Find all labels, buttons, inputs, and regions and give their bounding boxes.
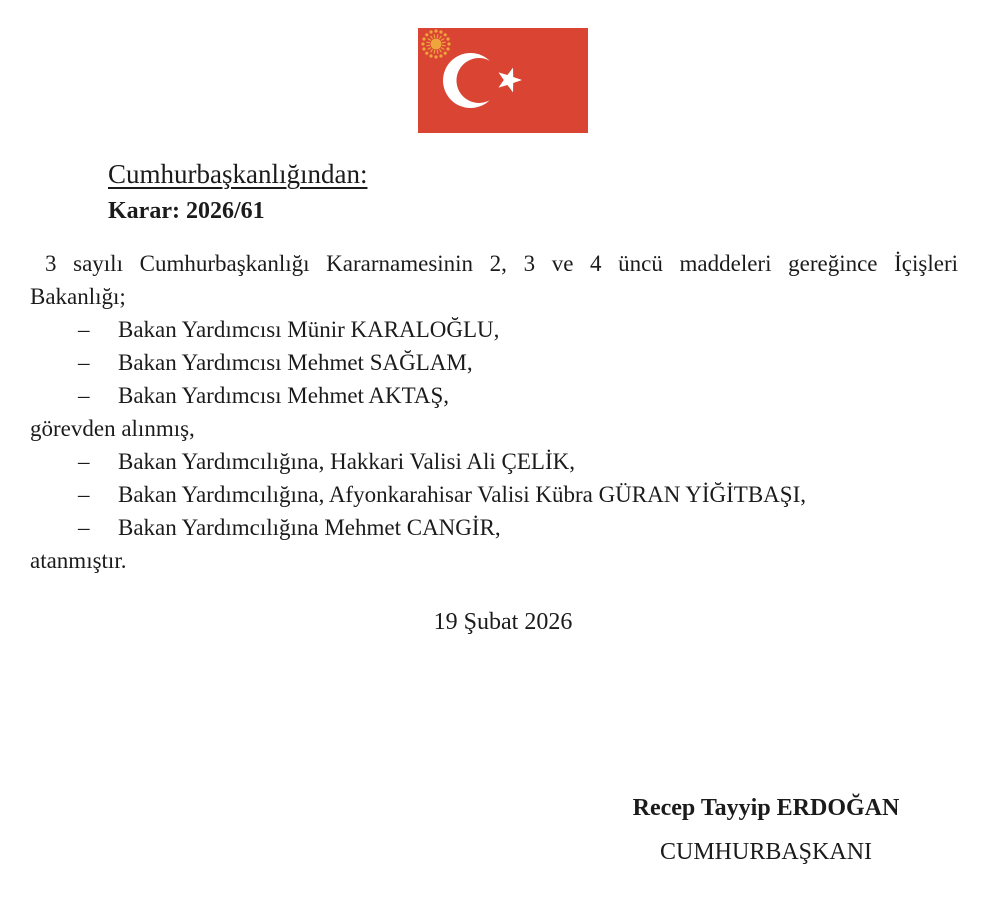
list-item xyxy=(30,445,958,478)
list-item xyxy=(30,379,958,412)
president-title: CUMHURBAŞKANI xyxy=(659,839,873,865)
dash-bullet-icon: – xyxy=(78,515,90,540)
dismissed-person-1: Bakan Yardımcısı Münir KARALOĞLU, xyxy=(118,317,500,342)
appointment-note: atanmıştır. xyxy=(30,548,127,573)
intro-paragraph-line-2: Bakanlığı; xyxy=(30,284,126,309)
turkish-presidential-flag xyxy=(418,28,588,133)
president-name: Recep Tayyip ERDOĞAN xyxy=(632,795,900,821)
dash-bullet-icon: – xyxy=(78,383,90,408)
dash-bullet-icon: – xyxy=(78,449,90,474)
list-item xyxy=(30,478,958,511)
intro-paragraph-line-1: 3 sayılı Cumhurbaşkanlığı Kararnamesinin 2, 3 ve 4 üncü maddeleri gereğince İçişleri xyxy=(45,251,958,276)
decree-date: 19 Şubat 2026 xyxy=(433,609,573,635)
dash-bullet-icon: – xyxy=(78,317,90,342)
dash-bullet-icon: – xyxy=(78,350,90,375)
dismissed-person-3: Bakan Yardımcısı Mehmet AKTAŞ, xyxy=(118,383,450,408)
signature-block xyxy=(530,793,1002,867)
list-item xyxy=(30,313,958,346)
appointed-person-2: Bakan Yardımcılığına, Afyonkarahisar Valisi Kübra GÜRAN YİĞİTBAŞI, xyxy=(118,482,806,507)
decision-number: Karar: 2026/61 xyxy=(108,198,265,224)
list-item xyxy=(30,511,958,544)
dismissal-note: görevden alınmış, xyxy=(30,416,195,441)
decree-body xyxy=(30,247,958,577)
dash-bullet-icon: – xyxy=(78,482,90,507)
appointed-person-3: Bakan Yardımcılığına Mehmet CANGİR, xyxy=(118,515,501,540)
document-title: Cumhurbaşkanlığından: xyxy=(108,159,368,189)
list-item xyxy=(30,346,958,379)
dismissed-person-2: Bakan Yardımcısı Mehmet SAĞLAM, xyxy=(118,350,473,375)
appointed-person-1: Bakan Yardımcılığına, Hakkari Valisi Ali ÇELİK, xyxy=(118,449,575,474)
